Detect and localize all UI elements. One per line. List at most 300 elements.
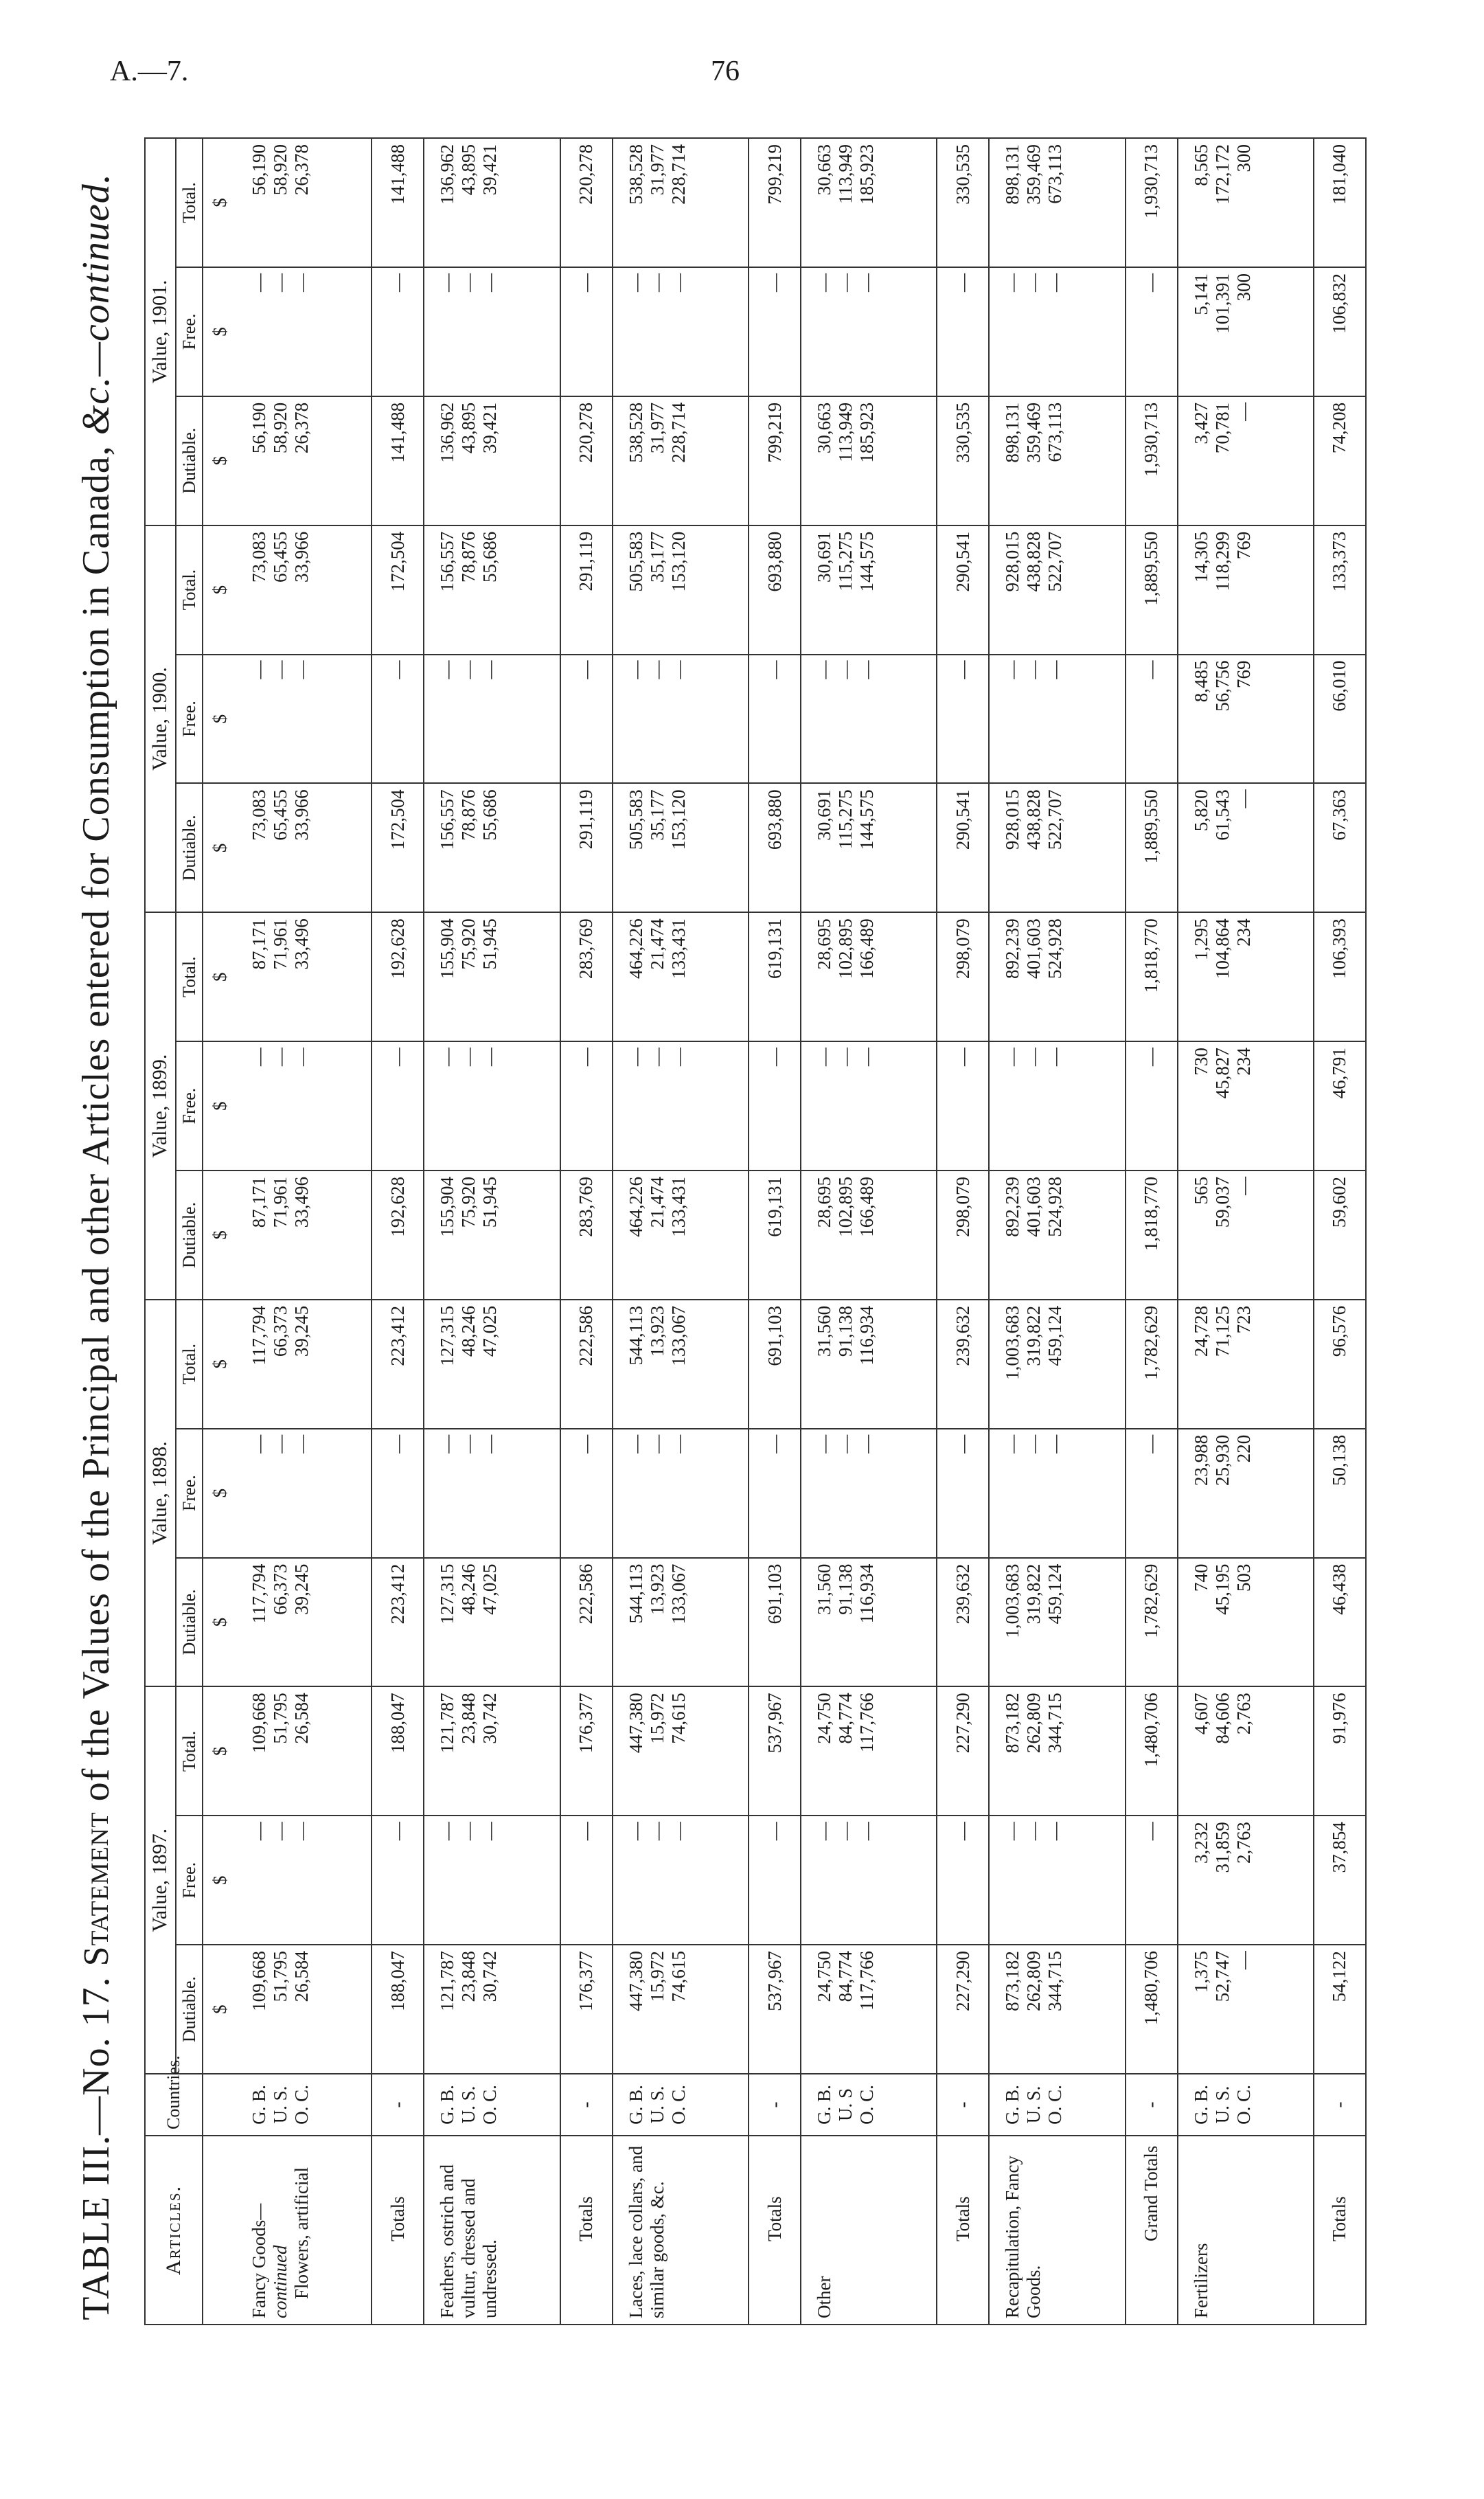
value: 873,182 — [1002, 1693, 1023, 1754]
value-cell — [613, 1041, 749, 1171]
value: 15,972 — [646, 1693, 667, 1744]
value: 30,691 — [814, 531, 835, 583]
currency-symbol: $ — [203, 1300, 236, 1429]
total-value: 37,854 — [1314, 1816, 1366, 1945]
total-value: 188,047 — [372, 1686, 424, 1816]
total-value: — — [749, 1429, 801, 1558]
page-number: 76 — [711, 56, 740, 87]
value-cell — [801, 912, 937, 1041]
currency-symbol: $ — [203, 1945, 236, 2074]
total-value: 298,079 — [937, 912, 989, 1041]
value: 26,584 — [291, 1693, 312, 1744]
value-cell — [801, 396, 937, 525]
total-value: 220,278 — [560, 396, 613, 525]
value: 84,774 — [835, 1951, 856, 2002]
continued-note: —continued — [249, 2203, 291, 2318]
value: 73,083 — [249, 789, 270, 841]
total-value: 290,541 — [937, 525, 989, 655]
country-code: O. C. — [856, 2085, 878, 2125]
total-value: 54,122 — [1314, 1945, 1366, 2074]
header-dutiable: Dutiable. — [176, 1171, 203, 1300]
total-value: 172,504 — [372, 783, 424, 912]
value-cell — [801, 138, 937, 267]
value: — — [437, 1822, 458, 1841]
value: — — [856, 273, 878, 292]
header-free: Free. — [176, 655, 203, 784]
header-total: Total. — [176, 912, 203, 1041]
value: 185,923 — [856, 402, 878, 463]
total-value: 298,079 — [937, 1171, 989, 1300]
total-value: — — [560, 267, 613, 396]
value: — — [1023, 273, 1044, 292]
value: 24,750 — [814, 1693, 835, 1744]
header-total: Total. — [176, 1686, 203, 1816]
value: 28,695 — [814, 918, 835, 970]
article-cell — [613, 2136, 749, 2325]
value: — — [479, 1822, 501, 1841]
value: — — [1002, 1822, 1023, 1841]
value: — — [646, 1822, 667, 1841]
value: 153,120 — [667, 789, 689, 850]
value-cell — [989, 655, 1125, 784]
total-value: — — [372, 1041, 424, 1171]
value-cell — [1178, 1041, 1314, 1171]
country-code: G. B. — [249, 2085, 270, 2125]
totals-row — [1126, 138, 1178, 2325]
value: 522,707 — [1044, 789, 1066, 850]
countries-cell — [989, 2074, 1125, 2136]
header-free: Free. — [176, 1429, 203, 1558]
value: 104,864 — [1211, 918, 1233, 980]
value: 26,584 — [291, 1951, 312, 2002]
totals-row — [560, 138, 613, 2325]
header-total: Total. — [176, 1300, 203, 1429]
value: — — [479, 1048, 501, 1067]
value-cell — [236, 1429, 372, 1558]
total-value: 799,219 — [749, 138, 801, 267]
value: 84,774 — [835, 1693, 856, 1744]
value-cell — [424, 1686, 560, 1816]
title-body: of the Values of the Principal and other Articles entered for Consumption in Canada, — [75, 445, 117, 1802]
value: — — [1023, 1822, 1044, 1841]
article-label: Fancy Goods—continued — [249, 2203, 291, 2318]
total-value: — — [937, 1041, 989, 1171]
total-value: — — [1126, 1041, 1178, 1171]
header-year: Value, 1898. — [145, 1300, 176, 1687]
value: — — [249, 660, 270, 679]
value: 300 — [1233, 273, 1254, 302]
value: 87,171 — [249, 1176, 270, 1228]
value-cell — [1178, 1558, 1314, 1687]
value: — — [437, 1434, 458, 1454]
header-free: Free. — [176, 267, 203, 396]
value: 21,474 — [646, 918, 667, 970]
value-cell — [236, 1041, 372, 1171]
value: — — [437, 660, 458, 679]
value: 127,315 — [437, 1305, 458, 1366]
value: — — [667, 1822, 689, 1841]
table-row — [801, 138, 937, 2325]
value-cell — [801, 1171, 937, 1300]
total-value: 106,832 — [1314, 267, 1366, 396]
value-cell — [236, 655, 372, 784]
value-cell — [424, 525, 560, 655]
value: 544,113 — [625, 1563, 646, 1624]
article-cell — [801, 2136, 937, 2325]
value: 102,895 — [835, 1176, 856, 1237]
value-cell — [236, 1945, 372, 2074]
value: 71,125 — [1211, 1305, 1233, 1357]
value-cell — [989, 1945, 1125, 2074]
value: 155,904 — [437, 918, 458, 980]
table-row — [424, 138, 560, 2325]
value-cell — [989, 1300, 1125, 1429]
header-free: Free. — [176, 1041, 203, 1171]
value: 55,686 — [479, 789, 501, 841]
value: 118,299 — [1211, 531, 1233, 591]
value: 127,315 — [437, 1563, 458, 1625]
totals-row — [749, 138, 801, 2325]
total-value: 1,818,770 — [1126, 1171, 1178, 1300]
value-cell — [801, 655, 937, 784]
value-cell — [424, 655, 560, 784]
value: 56,190 — [249, 144, 270, 196]
country-code: G. B. — [1190, 2085, 1211, 2125]
total-value: 141,488 — [372, 396, 424, 525]
value: 185,923 — [856, 144, 878, 205]
value-cell — [424, 1945, 560, 2074]
value-cell — [424, 396, 560, 525]
value: — — [856, 660, 878, 679]
total-value: 46,791 — [1314, 1041, 1366, 1171]
total-value: 96,576 — [1314, 1300, 1366, 1429]
value-cell — [236, 525, 372, 655]
value: 23,848 — [458, 1693, 479, 1744]
value-cell — [989, 267, 1125, 396]
value: — — [646, 660, 667, 679]
value: — — [667, 1048, 689, 1067]
value: 133,067 — [667, 1305, 689, 1366]
total-value: 192,628 — [372, 1171, 424, 1300]
value: 30,742 — [479, 1693, 501, 1744]
value-cell — [236, 1686, 372, 1816]
total-value: 67,363 — [1314, 783, 1366, 912]
statement-table-wrapper — [144, 137, 1367, 2325]
value-cell — [1178, 1300, 1314, 1429]
value: 47,025 — [479, 1563, 501, 1615]
value: — — [458, 1434, 479, 1454]
value: — — [835, 1822, 856, 1841]
value: — — [814, 1048, 835, 1067]
total-value: — — [372, 1429, 424, 1558]
value-cell — [801, 1686, 937, 1816]
total-value: 619,131 — [749, 912, 801, 1041]
value: 56,756 — [1211, 660, 1233, 712]
header-countries: Countries. — [145, 2074, 203, 2136]
countries-cell — [424, 2074, 560, 2136]
value: 23,988 — [1190, 1434, 1211, 1486]
total-value: 172,504 — [372, 525, 424, 655]
statement-table — [144, 137, 1367, 2325]
total-value: — — [1126, 1429, 1178, 1558]
value-cell — [424, 1429, 560, 1558]
value: 156,557 — [437, 531, 458, 592]
total-value: 46,438 — [1314, 1558, 1366, 1687]
totals-countries: - — [372, 2074, 424, 2136]
article-label: Feathers, ostrich and vultur, dressed and undressed. — [437, 2164, 501, 2318]
value: — — [291, 1434, 312, 1454]
page-reference: A.—7. — [110, 56, 189, 87]
value-cell — [236, 1816, 372, 1945]
total-value: 66,010 — [1314, 655, 1366, 784]
currency-spacer — [203, 2074, 236, 2136]
total-value: 283,769 — [560, 912, 613, 1041]
total-value: 1,930,713 — [1126, 396, 1178, 525]
value: 33,966 — [291, 531, 312, 583]
total-value: 290,541 — [937, 783, 989, 912]
value-cell — [613, 1429, 749, 1558]
value: 25,930 — [1211, 1434, 1233, 1486]
value: 39,421 — [479, 144, 501, 196]
value: 101,391 — [1211, 273, 1233, 334]
totals-row — [372, 138, 424, 2325]
value-cell — [613, 783, 749, 912]
value: 156,557 — [437, 789, 458, 850]
header-dutiable: Dutiable. — [176, 396, 203, 525]
value: 565 — [1190, 1176, 1211, 1205]
value-cell — [989, 912, 1125, 1041]
value: — — [1044, 1822, 1066, 1841]
value: 65,455 — [270, 531, 291, 583]
value: 31,977 — [646, 144, 667, 196]
value: 3,427 — [1190, 402, 1211, 444]
value-cell — [1178, 1945, 1314, 2074]
value: — — [1023, 1434, 1044, 1454]
value: 220 — [1233, 1434, 1254, 1463]
value: — — [249, 1822, 270, 1841]
value: — — [856, 1434, 878, 1454]
title-statement: Statement — [76, 1811, 116, 1967]
total-value: 330,535 — [937, 396, 989, 525]
value: 33,496 — [291, 918, 312, 970]
total-value: 693,880 — [749, 525, 801, 655]
value-cell — [801, 1558, 937, 1687]
value-cell — [1178, 783, 1314, 912]
value-cell — [613, 1300, 749, 1429]
countries-cell — [613, 2074, 749, 2136]
total-value: 1,480,706 — [1126, 1945, 1178, 2074]
currency-symbol: $ — [203, 1686, 236, 1816]
value-cell — [989, 1171, 1125, 1300]
value: 300 — [1233, 144, 1254, 172]
value: 71,961 — [270, 918, 291, 970]
table-row — [989, 138, 1125, 2325]
value: 30,691 — [814, 789, 835, 841]
totals-countries: - — [749, 2074, 801, 2136]
value: 144,575 — [856, 531, 878, 592]
value-cell — [989, 1686, 1125, 1816]
country-code: O. C. — [667, 2085, 689, 2125]
country-code: U. S. — [270, 2085, 291, 2124]
value: — — [625, 660, 646, 679]
value-cell — [613, 1945, 749, 2074]
value-cell — [236, 267, 372, 396]
value: 3,232 — [1190, 1822, 1211, 1864]
value: 8,565 — [1190, 144, 1211, 186]
value-cell — [989, 1041, 1125, 1171]
value: 116,934 — [856, 1305, 878, 1366]
total-value: 222,586 — [560, 1558, 613, 1687]
total-value: 239,632 — [937, 1300, 989, 1429]
total-value: 106,393 — [1314, 912, 1366, 1041]
value: 538,528 — [625, 402, 646, 463]
value: — — [667, 1434, 689, 1454]
value: — — [646, 273, 667, 292]
value: 33,966 — [291, 789, 312, 841]
value: 524,928 — [1044, 918, 1066, 980]
total-value: 176,377 — [560, 1686, 613, 1816]
value: 892,239 — [1002, 1176, 1023, 1237]
total-value: — — [372, 267, 424, 396]
value: 28,695 — [814, 1176, 835, 1228]
currency-symbol: $ — [203, 267, 236, 396]
value: — — [1233, 402, 1254, 421]
value: 5,820 — [1190, 789, 1211, 832]
value-cell — [424, 1300, 560, 1429]
value: 52,747 — [1211, 1951, 1233, 2002]
total-value: — — [560, 655, 613, 784]
total-value: 181,040 — [1314, 138, 1366, 267]
value: 928,015 — [1002, 531, 1023, 592]
value: 59,037 — [1211, 1176, 1233, 1228]
table-row — [236, 138, 372, 2325]
value: 1,295 — [1190, 918, 1211, 961]
total-value: — — [749, 1041, 801, 1171]
value: 30,663 — [814, 144, 835, 196]
value: 51,795 — [270, 1951, 291, 2002]
value: 14,305 — [1190, 531, 1211, 583]
value: — — [667, 273, 689, 292]
currency-row — [203, 138, 236, 2325]
currency-symbol: $ — [203, 1558, 236, 1687]
total-value: 227,290 — [937, 1945, 989, 2074]
value-cell — [613, 138, 749, 267]
value: 45,195 — [1211, 1563, 1233, 1615]
value: — — [835, 660, 856, 679]
title-lead: TABLE III.—No. 17. — [75, 1976, 117, 2320]
total-value: 91,976 — [1314, 1686, 1366, 1816]
value: 740 — [1190, 1563, 1211, 1592]
article-label: Other — [814, 2276, 835, 2318]
value: — — [625, 273, 646, 292]
total-value: — — [937, 655, 989, 784]
value-cell — [613, 1686, 749, 1816]
countries-cell — [1178, 2074, 1314, 2136]
value: — — [835, 1434, 856, 1454]
value: 75,920 — [458, 918, 479, 970]
value: — — [1233, 789, 1254, 808]
total-value: — — [1126, 1816, 1178, 1945]
value-cell — [1178, 1686, 1314, 1816]
total-value: 222,586 — [560, 1300, 613, 1429]
total-value: 1,782,629 — [1126, 1558, 1178, 1687]
value-cell — [989, 525, 1125, 655]
countries-cell — [236, 2074, 372, 2136]
value-cell — [236, 138, 372, 267]
total-value: — — [560, 1816, 613, 1945]
value: 117,766 — [856, 1693, 878, 1753]
currency-symbol: $ — [203, 1171, 236, 1300]
value-cell — [989, 1429, 1125, 1558]
value: 2,763 — [1233, 1693, 1254, 1735]
value: 47,025 — [479, 1305, 501, 1357]
value: — — [1044, 1434, 1066, 1454]
page-header — [0, 0, 1484, 137]
sub-header-row — [176, 138, 203, 2325]
value: 1,003,683 — [1002, 1563, 1023, 1638]
total-value: 1,782,629 — [1126, 1300, 1178, 1429]
total-value: — — [937, 1816, 989, 1945]
value: — — [291, 660, 312, 679]
value: 78,876 — [458, 789, 479, 841]
value: — — [249, 1048, 270, 1067]
country-code: G. B. — [1002, 2085, 1023, 2125]
country-code: U. S — [835, 2088, 856, 2122]
table-body — [203, 138, 1366, 2325]
country-code: U. S. — [1023, 2085, 1044, 2124]
value: 51,795 — [270, 1693, 291, 1744]
total-value: 291,119 — [560, 525, 613, 655]
value: — — [270, 1048, 291, 1067]
total-value: — — [372, 655, 424, 784]
value: 144,575 — [856, 789, 878, 850]
value: 43,895 — [458, 402, 479, 454]
value: 35,177 — [646, 789, 667, 841]
value: 39,245 — [291, 1305, 312, 1357]
value: — — [646, 1434, 667, 1454]
value: 15,972 — [646, 1951, 667, 2002]
value: 61,543 — [1211, 789, 1233, 841]
country-code: U. S. — [458, 2085, 479, 2124]
value: 538,528 — [625, 144, 646, 205]
value-cell — [989, 1558, 1125, 1687]
value: 39,245 — [291, 1563, 312, 1615]
value: — — [1002, 1434, 1023, 1454]
value: — — [458, 1822, 479, 1841]
totals-label: Totals — [937, 2136, 989, 2325]
value: 26,378 — [291, 144, 312, 196]
value: 113,949 — [835, 402, 856, 462]
value: 48,246 — [458, 1305, 479, 1357]
value: 438,828 — [1023, 789, 1044, 850]
table-row — [613, 138, 749, 2325]
value: — — [437, 1048, 458, 1067]
value-cell — [801, 267, 937, 396]
value-cell — [424, 1558, 560, 1687]
total-value: 619,131 — [749, 1171, 801, 1300]
total-value: 192,628 — [372, 912, 424, 1041]
country-code: U. S. — [646, 2085, 667, 2124]
value-cell — [1178, 1171, 1314, 1300]
total-value: 133,373 — [1314, 525, 1366, 655]
value: 109,668 — [249, 1951, 270, 2011]
value-cell — [1178, 912, 1314, 1041]
value-cell — [989, 1816, 1125, 1945]
totals-label: Totals — [749, 2136, 801, 2325]
value: 78,876 — [458, 531, 479, 583]
value: 115,275 — [835, 531, 856, 591]
total-value: 223,412 — [372, 1300, 424, 1429]
